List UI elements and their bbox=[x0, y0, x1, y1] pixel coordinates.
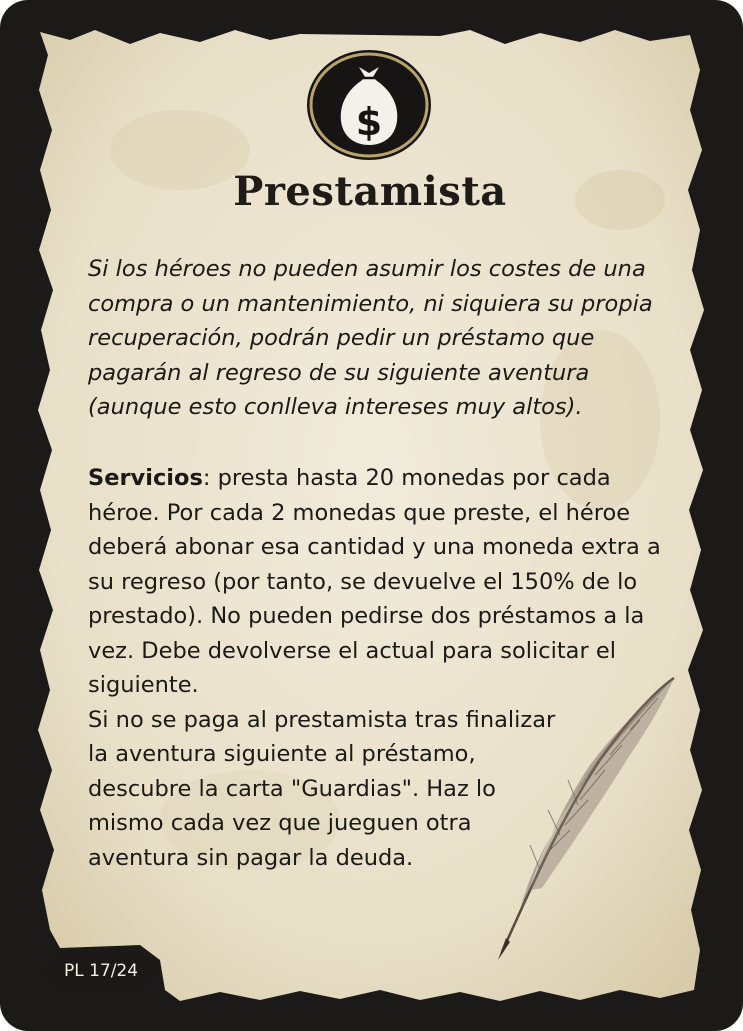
quill-feather-icon bbox=[490, 670, 680, 960]
unpaid-paragraph: Si no se paga al prestamista tras finalizar la aventura siguiente al préstamo, descubre la carta "Guardias". Haz lo mismo cada vez que jueguen otra aventura sin pagar la deuda. bbox=[88, 706, 556, 871]
card-title: Prestamista bbox=[233, 168, 507, 215]
services-text: : presta hasta 20 monedas por cada héroe. Por cada 2 monedas que preste, el héroe deberá abonar esa cantidad y una moneda extra a su regreso (por tanto, se devuelve el 150% de lo prestado). No pueden pedirse dos préstamos a la vez. Debe devolverse el actual para solicitar el siguiente. bbox=[88, 465, 661, 698]
flavor-paragraph: Si los héroes no pueden asumir los costes de una compra o un mantenimiento, ni siquiera su propia recuperación, podrán pedir un préstamo que pagarán al regreso de su siguiente aventura (aunque esto conlleva intereses muy altos). bbox=[88, 256, 653, 420]
svg-text:$: $ bbox=[355, 100, 383, 144]
services-label: Servicios bbox=[88, 465, 203, 491]
card-code-badge: PL 17/24 bbox=[46, 956, 156, 986]
services-paragraph bbox=[88, 461, 688, 703]
flavor-text bbox=[88, 252, 688, 425]
money-bag-icon bbox=[303, 47, 435, 163]
